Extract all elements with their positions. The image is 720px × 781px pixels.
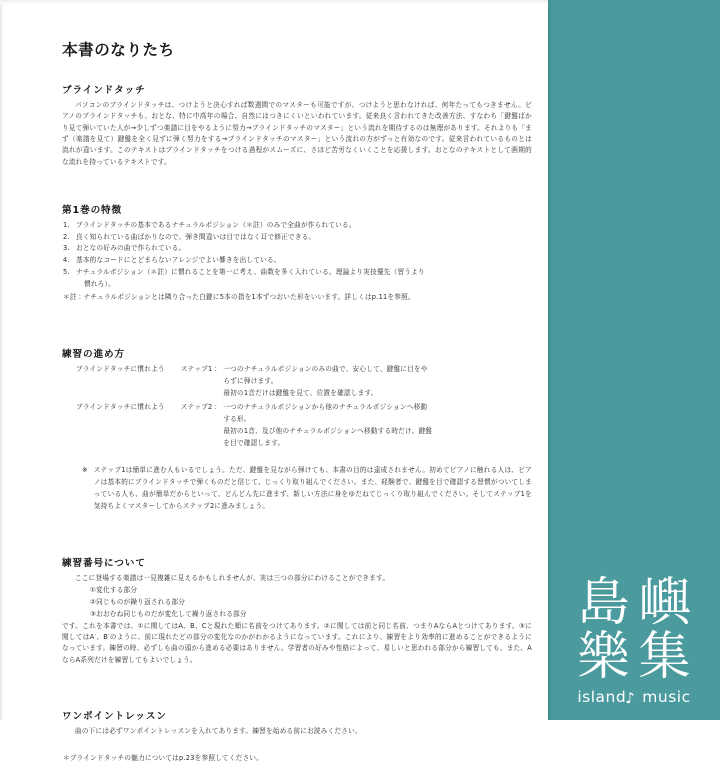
section-heading-blind-touch: ブラインドタッチ xyxy=(62,85,146,96)
list-item-number: 4. xyxy=(63,256,70,265)
section-blind-touch xyxy=(62,82,532,168)
logo-subtitle-music: music xyxy=(642,688,691,706)
list-item: ②同じものが繰り返される部分 xyxy=(90,597,186,606)
paragraph-one-point-lesson: 曲の下には必ずワンポイントレッスンを入れてあります。練習を始める前にお読みください。 xyxy=(75,726,362,735)
step-body xyxy=(223,402,532,449)
logo-char-sho: 嶼 xyxy=(638,572,691,633)
practice-step-2 xyxy=(62,402,532,449)
brand-panel xyxy=(548,0,720,720)
list-item-number: 5. xyxy=(63,267,70,276)
logo-char-gaku: 樂 xyxy=(577,626,630,687)
page-title: 本書のなりたち xyxy=(62,41,175,59)
step-line: する形。 xyxy=(223,415,251,424)
step-label: ブラインドタッチに慣れよう xyxy=(76,365,165,374)
list-item-label: ナチュラルポジション（＊註）に慣れることを第一に考え、曲数を多く入れている。理論より実技優先（習うより xyxy=(76,267,425,276)
list-item-label: 良く知られている曲ばかりなので、弾き間違いは目ではなく耳で修正できる。 xyxy=(76,232,316,241)
note-text: ステップ1は簡単に進む人もいるでしょう。ただ、鍵盤を見ながら弾けても、本書の目的は達成されません。初めてピアノに触れる人は、ピアノは基本的にブラインドタッチで弾くものだと信じて、じっくり取り組んでください。また、経験者で、鍵盤を目で確認する習慣がついてしまっている人も、曲が簡単だからといって、どんどん先に進まず、新しい方法に身をゆだねてじっくり取り組んでください。そしてステップ1を気持ちよくマスターしてからステップ2に進みましょう。 xyxy=(93,466,532,510)
tail-note-blind-touch-appeal: ＊ブラインドタッチの魅力についてはp.23を参照してください。 xyxy=(63,754,264,763)
paragraph-practice-numbers-body: です。これを本書では、①に関してはA、B、Cと現れた順に名前をつけてあります。②に関しては前と同じ名前、つまりAならAとつけてあります。③に関してはA′、B′のように、前に現れたどの部分の変化なのかがわかるようになっています。これにより、練習をより効率的に進めることができるようになっています。練習の時、必ずしも曲の頭から進める必要はありません。学習者の好みや性格によって、易しいと思われる部分から練習しても、また、AならA系列だけを練習してもよいでしょう。 xyxy=(62,621,532,664)
practice-note xyxy=(62,465,532,512)
list-item xyxy=(62,267,532,290)
feature-list xyxy=(62,220,532,290)
step-tag: ステップ1： xyxy=(180,365,220,374)
list-item-label: おとなの好みの曲で作られている。 xyxy=(76,244,186,253)
step-line: らずに弾けます。 xyxy=(223,376,278,385)
practice-step-1 xyxy=(62,364,532,399)
section-heading-one-point-lesson: ワンポイントレッスン xyxy=(62,710,167,722)
logo-subtitle xyxy=(548,688,720,706)
logo-char-shu: 集 xyxy=(638,626,691,687)
logo-characters xyxy=(575,572,693,687)
list-item xyxy=(62,220,532,232)
music-note-icon: ♪ xyxy=(625,689,636,707)
step-tag: ステップ2： xyxy=(180,403,220,412)
step-line: 最初の1音、及び他のナチュラルポジションへ移動する時だけ、鍵盤 xyxy=(223,426,433,435)
logo-subtitle-island xyxy=(577,688,635,706)
section-practice-method xyxy=(62,346,532,513)
section-volume1-features xyxy=(62,202,532,304)
section-heading-practice-method: 練習の進め方 xyxy=(62,349,125,361)
list-item xyxy=(62,243,532,255)
step-line: 最初の1音だけは鍵盤を見て、位置を確認します。 xyxy=(223,388,378,397)
list-item-number: 3. xyxy=(63,244,70,253)
list-item xyxy=(62,255,532,267)
step-line: を目で確認します。 xyxy=(223,438,285,447)
step-label: ブラインドタッチに慣れよう xyxy=(76,403,165,412)
list-item-continuation: 慣れろ）。 xyxy=(84,279,115,288)
section-practice-numbers xyxy=(62,555,532,666)
section-heading-volume1-features: 第1巻の特徴 xyxy=(62,204,123,216)
list-item-label: 基本的なコードにとどまらないアレンジでよい響きを出している。 xyxy=(76,256,281,265)
step-line: 一つのナチュラルポジションのみの曲で、安心して、鍵盤に目をや xyxy=(223,365,428,374)
circled-number-list xyxy=(62,585,532,621)
logo-char-shima: 島 xyxy=(577,572,630,633)
logo-subtitle-island-text: island xyxy=(577,688,627,706)
list-item-label: ブラインドタッチの基本であるナチュラルポジション（＊註）のみで全曲が作られている。 xyxy=(76,220,356,229)
list-item: ③おおむね同じものだが変化して繰り返される部分 xyxy=(90,609,247,618)
paragraph-practice-numbers-lead: ここに登場する楽譜は一見複雑に見えるかもしれませんが、実は三つの部分にわけることができます。 xyxy=(75,573,390,582)
step-body xyxy=(223,364,532,399)
section-heading-practice-numbers: 練習番号について xyxy=(62,557,146,569)
step-line: 一つのナチュラルポジションから他のナチュラルポジションへ移動 xyxy=(223,403,428,412)
brand-logo xyxy=(548,572,720,707)
list-item-number: 2. xyxy=(63,232,70,241)
footnote-natural-position: ＊註：ナチュラルポジションとは隣り合った白鍵に5本の指を1本ずつおいた形をいいます。詳しくはp.11を参照。 xyxy=(63,293,415,302)
section-one-point-lesson xyxy=(62,708,532,765)
list-item-number: 1. xyxy=(63,220,70,229)
list-item: ①変化する部分 xyxy=(90,586,138,595)
note-mark-icon: ※ xyxy=(82,466,88,475)
paragraph-blind-touch: パソコンのブラインドタッチは、つけようと決心すれば数週間でのマスターも可能ですが、つけようと思わなければ、何年たってもつきません。ピアノのブラインドタッチも、おとな、特に中高年の場合、自然にはつきにくいといわれています。従来良く言われてきた改善方法、すなわち「鍵盤ばかり見て弾いていた人が→少しずつ楽譜に目をやるように努力→ブラインドタッチのマスター」という流れを期待するのは無理があります。それよりも「まず（楽譜を見て）鍵盤を全く見ずに弾く努力をする→ブラインドタッチのマスター」という流れの方がずっと有効なのです。従来言われているものとは流れが違います。このテキストはブラインドタッチをつける過程がスムーズに、さほど苦労なくいくことを応援します。おとなのテキストとして画期的な流れを持っているテキストです。 xyxy=(62,101,532,166)
list-item xyxy=(62,232,532,244)
